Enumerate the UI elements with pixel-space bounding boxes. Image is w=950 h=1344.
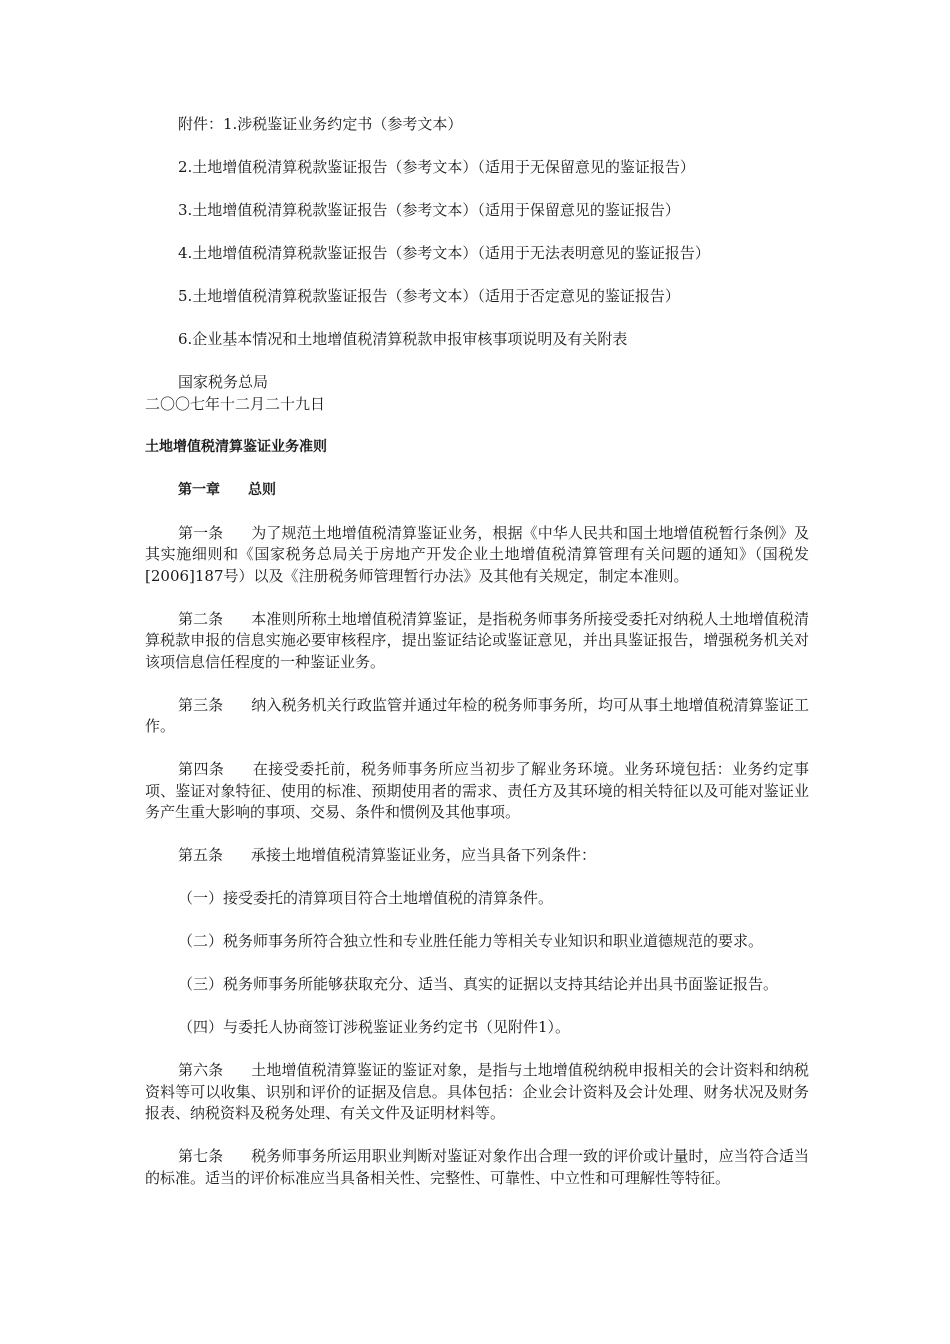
condition-2: （二）税务师事务所符合独立性和专业胜任能力等相关专业知识和职业道德规范的要求。 — [178, 932, 764, 950]
article-6 — [145, 1060, 809, 1125]
condition-4: （四）与委托人协商签订涉税鉴证业务约定书（见附件1）。 — [178, 1018, 571, 1036]
article-text: 土地增值税清算鉴证的鉴证对象，是指与土地增值税纳税申报相关的会计资料和纳税资料等可以收集、识别和评价的证据及信息。具体包括：企业会计资料及会计处理、财务状况及财务报表、纳税资料及税务处理、有关文件及证明材料等。 — [145, 1061, 809, 1122]
chapter-heading — [145, 480, 809, 502]
article-label: 第四条 — [178, 760, 225, 778]
attachment-4: 4.土地增值税清算税款鉴证报告（参考文本）（适用于无法表明意见的鉴证报告） — [178, 244, 710, 262]
document-title: 土地增值税清算鉴证业务准则 — [145, 438, 327, 455]
article-label: 第三条 — [178, 695, 224, 714]
article-5 — [145, 845, 809, 867]
article-label: 第一条 — [178, 523, 224, 542]
article-3 — [145, 695, 809, 738]
attachment-1: 附件：1.涉税鉴证业务约定书（参考文本） — [178, 115, 463, 133]
article-text: 在接受委托前，税务师事务所应当初步了解业务环境。业务环境包括：业务约定事项、鉴证对象特征、使用的标准、预期使用者的需求、责任方及其环境的相关特征以及可能对鉴证业务产生重大影响的事项、交易、条件和惯例及其他事项。 — [145, 760, 809, 821]
issuer: 国家税务总局 — [178, 373, 269, 391]
article-text: 为了规范土地增值税清算鉴证业务，根据《中华人民共和国土地增值税暂行条例》及其实施细则和《国家税务总局关于房地产开发企业土地增值税清算管理有关问题的通知》（国税发[2006]187号）以及《注册税务师管理暂行办法》及其他有关规定，制定本准则。 — [145, 523, 809, 585]
article-label: 第二条 — [178, 609, 224, 628]
article-label: 第七条 — [178, 1147, 224, 1165]
article-1 — [145, 523, 809, 588]
article-text: 承接土地增值税清算鉴证业务，应当具备下列条件： — [251, 846, 597, 864]
article-7 — [145, 1146, 809, 1189]
condition-1: （一）接受委托的清算项目符合土地增值税的清算条件。 — [178, 889, 554, 907]
condition-3: （三）税务师事务所能够获取充分、适当、真实的证据以支持其结论并出具书面鉴证报告。 — [178, 975, 779, 993]
attachment-3: 3.土地增值税清算税款鉴证报告（参考文本）（适用于保留意见的鉴证报告） — [178, 201, 680, 219]
article-4 — [145, 759, 809, 824]
issue-date: 二〇〇七年十二月二十九日 — [145, 394, 326, 413]
attachment-5: 5.土地增值税清算税款鉴证报告（参考文本）（适用于否定意见的鉴证报告） — [178, 287, 680, 305]
chapter-title: 总则 — [248, 481, 276, 498]
document-page — [145, 114, 809, 1189]
article-label: 第五条 — [178, 846, 224, 864]
attachment-6: 6.企业基本情况和土地增值税清算税款申报审核事项说明及有关附表 — [178, 330, 628, 348]
article-2 — [145, 609, 809, 674]
article-text: 纳入税务机关行政监管并通过年检的税务师事务所，均可从事土地增值税清算鉴证工作。 — [145, 695, 809, 735]
article-label: 第六条 — [178, 1061, 224, 1079]
article-text: 税务师事务所运用职业判断对鉴证对象作出合理一致的评价或计量时，应当符合适当的标准。适当的评价标准应当具备相关性、完整性、可靠性、中立性和可理解性等特征。 — [145, 1147, 809, 1187]
chapter-label: 第一章 — [178, 481, 220, 498]
article-text: 本准则所称土地增值税清算鉴证，是指税务师事务所接受委托对纳税人土地增值税清算税款申报的信息实施必要审核程序，提出鉴证结论或鉴证意见，并出具鉴证报告，增强税务机关对该项信息信任程度的一种鉴证业务。 — [145, 609, 809, 671]
attachment-2: 2.土地增值税清算税款鉴证报告（参考文本）（适用于无保留意见的鉴证报告） — [178, 158, 695, 176]
